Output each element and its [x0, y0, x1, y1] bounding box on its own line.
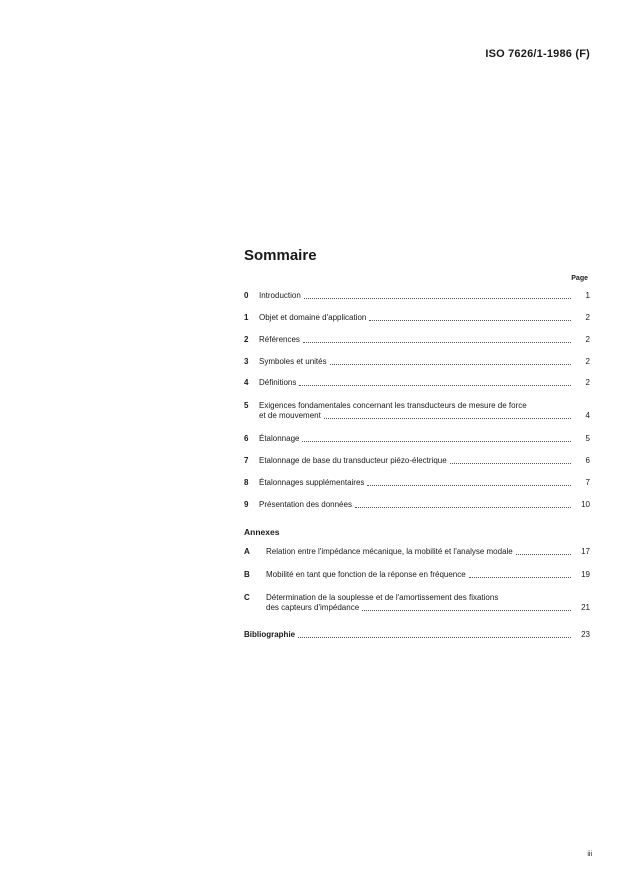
toc-entry-page: 6 [585, 456, 590, 465]
toc-entry-title: Références [259, 335, 300, 344]
annex-letter: B [244, 570, 250, 579]
dot-leader [362, 610, 571, 611]
toc-entry-number: 4 [244, 378, 249, 387]
dot-leader [355, 507, 571, 508]
toc-entry-title: Symboles et unités [259, 357, 327, 366]
toc-entry-page: 7 [585, 478, 590, 487]
bibliography-page: 23 [581, 630, 590, 639]
toc-entry-number: 5 [244, 401, 249, 410]
toc-entry-page: 2 [585, 378, 590, 387]
toc-entry-number: 1 [244, 313, 249, 322]
toc-entry-title: Etalonnage de base du transducteur piézo-électrique [259, 456, 447, 465]
toc-entry-4[interactable] [244, 378, 590, 388]
dot-leader [330, 364, 571, 365]
toc-entry-number: 2 [244, 335, 249, 344]
toc-entry-8[interactable] [244, 478, 590, 488]
annex-title-line2: des capteurs d'impédance [266, 603, 360, 612]
annex-title: Mobilité en tant que fonction de la réponse en fréquence [266, 570, 466, 579]
toc-entry-title: Définitions [259, 378, 297, 387]
dot-leader [298, 637, 571, 638]
toc-entry-title-line2: et de mouvement [259, 411, 321, 420]
dot-leader [469, 577, 571, 578]
dot-leader [324, 418, 571, 419]
toc-entry-5[interactable] [244, 401, 590, 421]
annex-title: Relation entre l'impédance mécanique, la mobilité et l'analyse modale [266, 547, 513, 556]
toc-entry-1[interactable] [244, 313, 590, 323]
toc-entry-title: Étalonnage [259, 434, 300, 443]
toc-entry-number: 0 [244, 291, 249, 300]
dot-leader [450, 463, 571, 464]
page-number: iii [587, 851, 592, 858]
annex-letter: C [244, 593, 250, 602]
toc-entry-number: 6 [244, 434, 249, 443]
annex-entry-a[interactable] [244, 547, 590, 557]
annex-title-line1: Détermination de la souplesse et de l'amortissement des fixations [266, 593, 499, 602]
dot-leader [302, 441, 571, 442]
annexes-heading: Annexes [244, 527, 280, 537]
toc-entry-9[interactable] [244, 500, 590, 510]
toc-entry-title: Présentation des données [259, 500, 352, 509]
dot-leader [369, 320, 571, 321]
dot-leader [516, 554, 571, 555]
page-title: Sommaire [244, 247, 317, 264]
annex-entry-b[interactable] [244, 570, 590, 580]
dot-leader [367, 485, 571, 486]
toc-entry-title: Objet et domaine d'application [259, 313, 367, 322]
bibliography-entry[interactable] [244, 630, 590, 640]
toc-entry-title: Étalonnages supplémentaires [259, 478, 365, 487]
annex-page: 19 [581, 570, 590, 579]
page-column-label: Page [571, 275, 588, 282]
toc-entry-2[interactable] [244, 335, 590, 345]
annex-page: 21 [581, 603, 590, 612]
annex-page: 17 [581, 547, 590, 556]
toc-entry-page: 2 [585, 357, 590, 366]
toc-entry-page: 10 [581, 500, 590, 509]
toc-entry-7[interactable] [244, 456, 590, 466]
toc-entry-number: 3 [244, 357, 249, 366]
dot-leader [304, 298, 571, 299]
toc-entry-page: 4 [585, 411, 590, 420]
toc-entry-page: 1 [585, 291, 590, 300]
dot-leader [303, 342, 571, 343]
annex-entry-c[interactable] [244, 593, 590, 613]
toc-entry-title-line1: Exigences fondamentales concernant les transducteurs de mesure de force [259, 401, 527, 410]
dot-leader [299, 385, 571, 386]
toc-entry-page: 2 [585, 313, 590, 322]
toc-entry-title: Introduction [259, 291, 301, 300]
document-id: ISO 7626/1-1986 (F) [485, 48, 590, 60]
toc-entry-number: 7 [244, 456, 249, 465]
toc-entry-0[interactable] [244, 291, 590, 301]
toc-entry-number: 9 [244, 500, 249, 509]
toc-entry-3[interactable] [244, 357, 590, 367]
toc-entry-page: 5 [585, 434, 590, 443]
bibliography-title: Bibliographie [244, 630, 296, 639]
toc-entry-page: 2 [585, 335, 590, 344]
toc-entry-6[interactable] [244, 434, 590, 444]
toc-entry-number: 8 [244, 478, 249, 487]
annex-letter: A [244, 547, 250, 556]
